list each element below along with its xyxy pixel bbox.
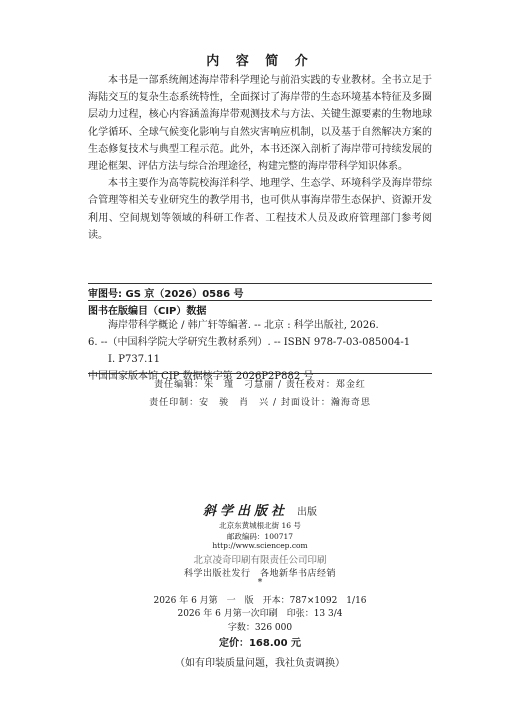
divider-top [88, 283, 432, 284]
cip-line-1: 海岸带科学概论 / 韩广轩等编著. -- 北京 : 科学出版社, 2026. [108, 320, 379, 331]
word-count: 字数：326 000 [227, 623, 293, 633]
cip-record [88, 317, 432, 385]
staff-production: 责任印制：安 骏 肖 兴 / 封面设计：瀚海奇思 [149, 398, 371, 408]
publisher-suffix: 出版 [297, 507, 318, 518]
staff-editors: 责任编辑：朱 瑾 刁慧丽 / 责任校对：郑金红 [154, 380, 366, 390]
divider-cip-top [88, 300, 432, 301]
cip-line-3: Ⅰ. P737.11 [108, 354, 161, 365]
abstract-section [88, 72, 432, 244]
edition-line-1: 2026 年 6 月第 一 版 开本：787×1092 1/16 [153, 596, 367, 606]
printer-line: 北京凌奇印刷有限责任公司印刷 [193, 555, 327, 566]
publisher-website: http://www.sciencep.com [212, 541, 308, 550]
edition-line-2: 2026 年 6 月第一次印刷 印张：13 3/4 [177, 609, 343, 619]
price: 定价：168.00 元 [218, 638, 302, 649]
abstract-paragraph-2: 本书主要作为高等院校海洋科学、地理学、生态学、环境科学及海岸带综合管理等相关专业研究生的教学用书，也可供从事海岸带生态保护、资源开发利用、空间规划等领域的科研工作者、工程技术人员及政府管理部门参考阅读。 [88, 178, 432, 241]
publisher-address: 北京东黄城根北街 16 号 [219, 521, 301, 530]
quality-notice: （如有印装质量问题，我社负责调换） [175, 658, 345, 669]
abstract-paragraph-1: 本书是一部系统阐述海岸带科学理论与前沿实践的专业教材。全书立足于海陆交互的复杂生态系统特性，全面探讨了海岸带的生态环境基本特征及多圈层动力过程，核心内容涵盖海岸带观测技术与方法、关键生源要素的生物地球化学循环、全球气候变化影响与自然灾害响应机制，以及基于自然解决方案的生态修复技术与典型工程示范。此外，本书还深入剖析了海岸带可持续发展的理论框架、评估方法与综合治理途径，构建完整的海岸带科学知识体系。 [88, 75, 432, 173]
cip-line-4: 中国国家版本馆 CIP 数据核字第 2026P2P882 号 [88, 371, 314, 382]
cip-heading: 图书在版编目（CIP）数据 [88, 306, 207, 317]
separator-star: * [257, 578, 263, 588]
approval-number: 审图号: GS 京（2026）0586 号 [88, 289, 244, 300]
page-title: 内 容 简 介 [206, 54, 314, 69]
publisher-imprint [0, 500, 520, 519]
divider-cip-bottom [88, 373, 432, 374]
cip-line-2: 6. --（中国科学院大学研究生教材系列）. -- ISBN 978-7-03-085004-1 [88, 337, 411, 348]
publisher-postcode: 邮政编码：100717 [226, 532, 294, 541]
publisher-logo: 斜学出版社 [202, 504, 288, 519]
distributor-line: 科学出版社发行 各地新华书店经销 [183, 569, 336, 579]
